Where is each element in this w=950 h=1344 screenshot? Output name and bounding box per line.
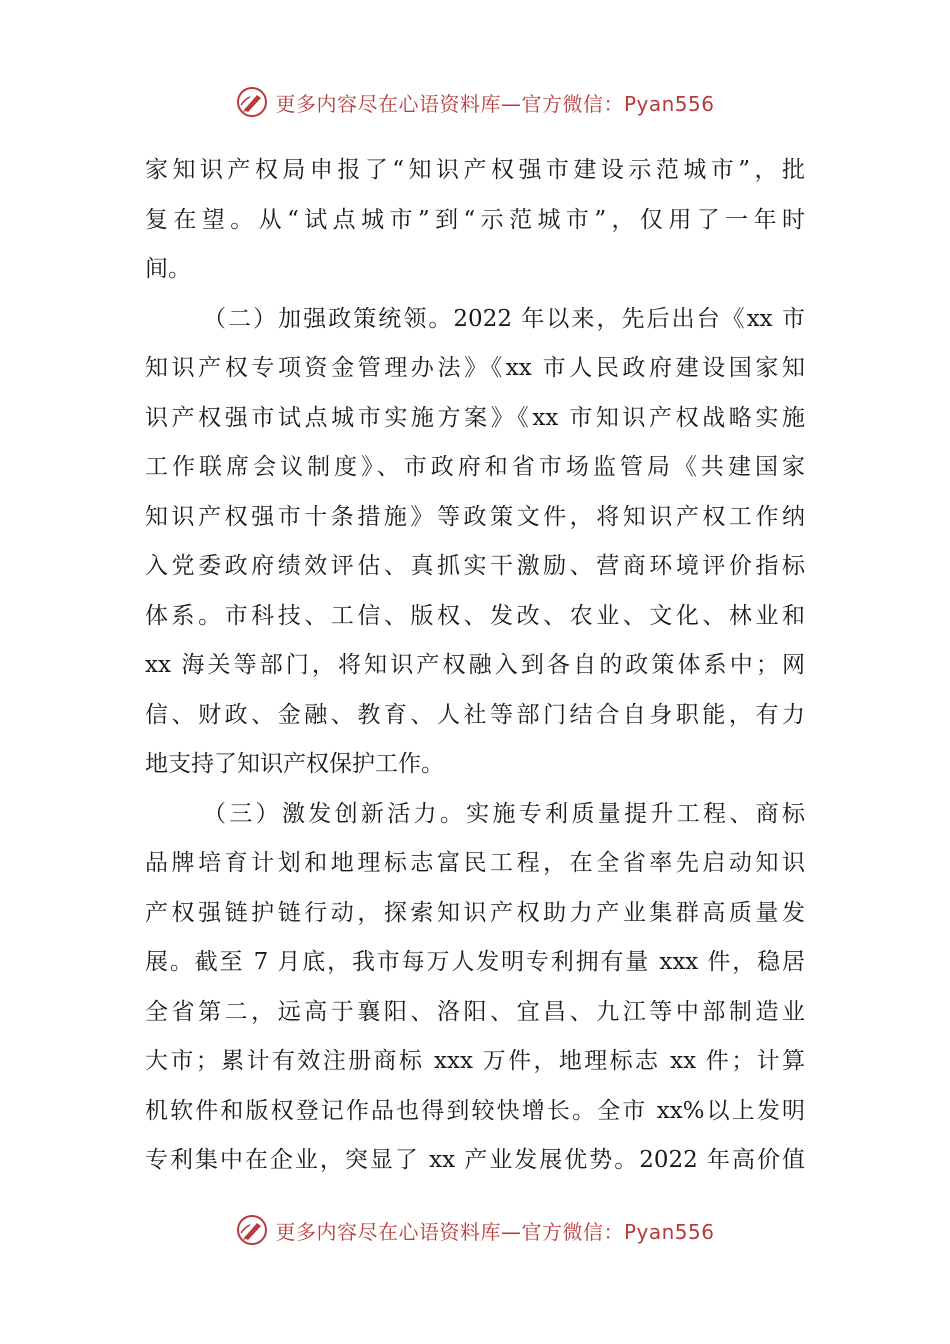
text-line: 信、财政、金融、教育、人社等部门结合自身职能，有力 bbox=[145, 701, 805, 728]
text-line: 大市；累计有效注册商标 xxx 万件，地理标志 xx 件；计算 bbox=[145, 1048, 805, 1074]
header-banner bbox=[0, 82, 950, 122]
text-line: 品牌培育计划和地理标志富民工程，在全省率先启动知识 bbox=[145, 850, 805, 876]
text-line: （二）加强政策统领。2022 年以来，先后出台《xx 市 bbox=[203, 305, 805, 332]
text-line: 识产权强市试点城市实施方案》《xx 市知识产权战略实施 bbox=[145, 404, 805, 431]
text-line: xx 海关等部门，将知识产权融入到各自的政策体系中；网 bbox=[145, 652, 805, 678]
text-line: 间。 bbox=[145, 256, 191, 282]
text-line: 机软件和版权登记作品也得到较快增长。全市 xx%以上发明 bbox=[145, 1097, 805, 1124]
text-line: 知识产权专项资金管理办法》《xx 市人民政府建设国家知 bbox=[145, 355, 805, 381]
text-line: 展。截至 7 月底，我市每万人发明专利拥有量 xxx 件，稳居 bbox=[145, 949, 805, 975]
text-line: 家知识产权局申报了“知识产权强市建设示范城市”，批 bbox=[145, 157, 805, 183]
text-line: 地支持了知识产权保护工作。 bbox=[145, 751, 444, 777]
footer-banner-text: 更多内容尽在心语资料库—官方微信：Pyan556 bbox=[275, 1219, 715, 1244]
text-line: 工作联席会议制度》、市政府和省市场监管局《共建国家 bbox=[145, 454, 805, 480]
text-line: 全省第二，远高于襄阳、洛阳、宜昌、九江等中部制造业 bbox=[145, 998, 805, 1025]
footer-banner bbox=[0, 1210, 950, 1250]
text-line: 入党委政府绩效评估、真抓实干激励、营商环境评价指标 bbox=[145, 553, 805, 579]
text-line: 产权强链护链行动，探索知识产权助力产业集群高质量发 bbox=[145, 899, 805, 926]
pen-nib-logo-icon bbox=[235, 85, 269, 119]
text-line: 专利集中在企业，突显了 xx 产业发展优势。2022 年高价值 bbox=[145, 1147, 805, 1173]
text-line: （三）激发创新活力。实施专利质量提升工程、商标 bbox=[203, 800, 805, 827]
text-line: 体系。市科技、工信、版权、发改、农业、文化、林业和 bbox=[145, 602, 805, 629]
header-banner-text: 更多内容尽在心语资料库—官方微信：Pyan556 bbox=[275, 91, 715, 116]
text-line: 知识产权强市十条措施》等政策文件，将知识产权工作纳 bbox=[145, 503, 805, 530]
pen-nib-logo-icon bbox=[235, 1213, 269, 1247]
document-body bbox=[145, 146, 805, 1186]
text-line: 复在望。从“试点城市”到“示范城市”，仅用了一年时 bbox=[145, 206, 805, 233]
